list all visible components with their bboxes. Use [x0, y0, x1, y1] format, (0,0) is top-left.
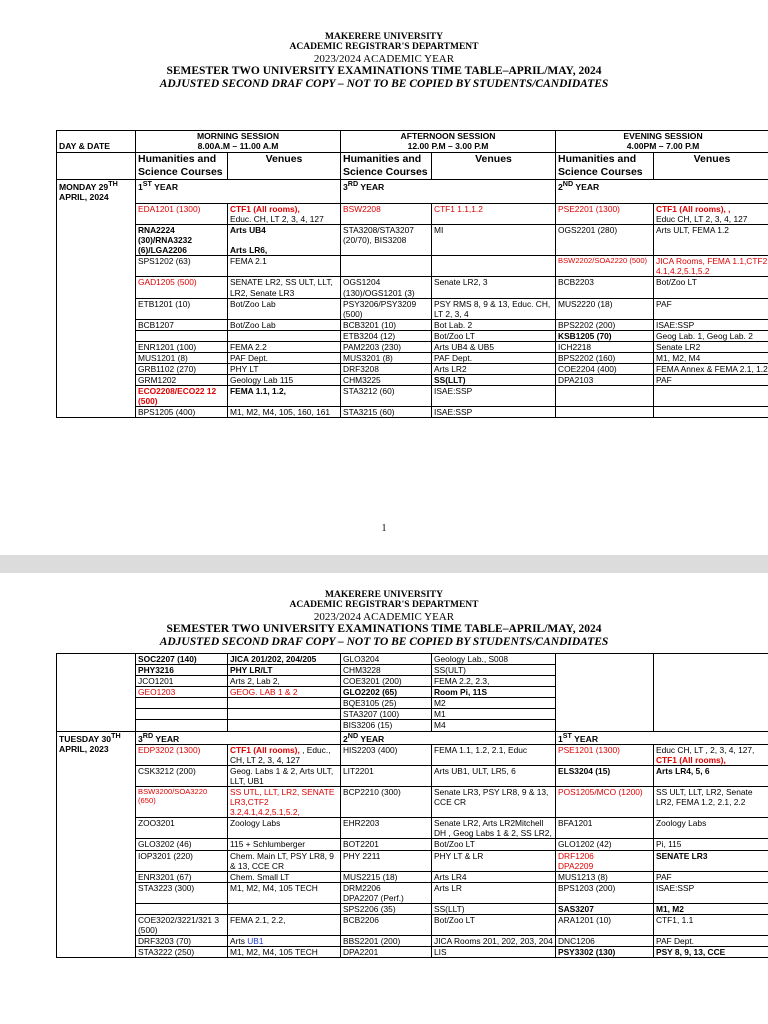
- empty-cell: [136, 330, 228, 341]
- venue-cell: Bot/Zoo LT: [432, 839, 556, 850]
- course-code: PSE1201 (1300): [556, 744, 654, 765]
- university-name: MAKERERE UNIVERSITY: [325, 590, 443, 600]
- venue-cell: CTF1 (All rooms), , Educ., CH, LT 2, 3, 4, 127: [228, 744, 341, 765]
- course-code: STA3207 (100): [341, 709, 432, 720]
- venue-cell: Arts UB4 & UB5: [432, 341, 556, 352]
- venue-cell: GEOG. LAB 1 & 2: [228, 687, 341, 698]
- venue-cell: PSY 8, 9, 13, CCE: [654, 947, 768, 958]
- empty-cell: [432, 256, 556, 277]
- table-row: [57, 330, 768, 341]
- course-code: GLO2202 (65): [341, 687, 432, 698]
- course-code: MUS1201 (8): [136, 352, 228, 363]
- year-label: 1ST YEAR: [556, 731, 768, 744]
- table-row: [57, 386, 768, 407]
- table-row: [57, 871, 768, 882]
- venue-cell: PHY LR/LT: [228, 665, 341, 676]
- course-code: GEO1203: [136, 687, 228, 698]
- timetable-page-2: [56, 653, 768, 958]
- course-code: ICH2218: [556, 341, 654, 352]
- venue-cell: Arts LR4, 5, 6: [654, 765, 768, 786]
- courses-header: Humanities and Science Courses: [556, 152, 654, 179]
- venue-cell: CTF1 (All rooms), Educ. CH, LT 2, 3, 4, 127: [228, 203, 341, 224]
- venue-cell: Geology Lab., S008: [432, 654, 556, 665]
- course-code: OGS1204 (130)/OGS1201 (3): [341, 277, 432, 298]
- venue-cell: FEMA 1.1, 1.2, 2.1, Educ: [432, 744, 556, 765]
- courses-header: Humanities and Science Courses: [341, 152, 432, 179]
- venues-header: Venues: [654, 152, 768, 179]
- venue-cell: FEMA 2.1: [228, 256, 341, 277]
- venue-cell: CTF1, 1.1: [654, 914, 768, 935]
- course-code: PHY 2211: [341, 850, 432, 871]
- document-header: [0, 590, 768, 648]
- venue-cell: Educ CH, LT , 2, 3, 4, 127, CTF1 (All rooms),: [654, 744, 768, 765]
- day-cell-monday: MONDAY 29TH APRIL, 2024: [57, 179, 136, 418]
- table-row: [57, 947, 768, 958]
- course-code: DRF1206 DPA2209: [556, 850, 654, 871]
- department-name: ACADEMIC REGISTRAR'S DEPARTMENT: [289, 42, 479, 53]
- afternoon-session-label: AFTERNOON SESSION: [400, 131, 496, 141]
- venue-cell: PAF Dept.: [654, 936, 768, 947]
- venue-cell: JICA Rooms 201, 202, 203, 204: [432, 936, 556, 947]
- course-code: SPS2206 (35): [341, 903, 432, 914]
- table-row: [57, 903, 768, 914]
- year-label: 3RD YEAR: [136, 731, 341, 744]
- table-row: [57, 319, 768, 330]
- venue-cell: PAF: [654, 871, 768, 882]
- venue-cell: Geog. Labs 1 & 2, Arts ULT, LLT, UB1: [228, 765, 341, 786]
- academic-year: 2023/2024 ACADEMIC YEAR: [313, 610, 455, 623]
- venue-cell: Senate LR2: [654, 341, 768, 352]
- department-name: ACADEMIC REGISTRAR'S DEPARTMENT: [289, 600, 479, 611]
- venue-cell: Bot Lab. 2: [432, 319, 556, 330]
- course-code: ELS3204 (15): [556, 765, 654, 786]
- course-code: DPA2103: [556, 375, 654, 386]
- evening-session-header: [556, 131, 768, 153]
- venue-cell: Geog Lab. 1, Geog Lab. 2: [654, 330, 768, 341]
- course-code: ECO2208/ECO22 12 (500): [136, 386, 228, 407]
- course-code: DRM2206 DPA2207 (Perf.): [341, 882, 432, 903]
- table-row: [57, 787, 768, 818]
- venue-cell: FEMA 2.2: [228, 341, 341, 352]
- course-code: BOT2201: [341, 839, 432, 850]
- afternoon-session-time: 12.00 P.M – 3.00 P.M: [407, 141, 489, 152]
- course-code: IOP3201 (220): [136, 850, 228, 871]
- venue-cell: CTF1 1.1,1.2: [432, 203, 556, 224]
- venue-cell: Zoology Labs: [228, 818, 341, 839]
- venue-cell: PHY LT: [228, 364, 341, 375]
- table-row: [57, 654, 768, 665]
- morning-session-header: [136, 131, 341, 153]
- course-code: PSY3302 (130): [556, 947, 654, 958]
- column-header-row: [57, 152, 768, 179]
- empty-cell: [228, 720, 341, 731]
- empty-cell: [136, 698, 228, 709]
- empty-cell: [556, 407, 654, 418]
- course-code: SAS3207: [556, 903, 654, 914]
- empty-cell: [228, 903, 341, 914]
- course-code: EDA1201 (1300): [136, 203, 228, 224]
- course-code: BCB3201 (10): [341, 319, 432, 330]
- course-code: CHM3228: [341, 665, 432, 676]
- course-code: MUS2220 (18): [556, 298, 654, 319]
- venue-cell: M1, M2, M4, 105, 160, 161: [228, 407, 341, 418]
- course-code: CHM3225: [341, 375, 432, 386]
- venue-cell: Senate LR2, Arts LR2Mitchell DH , Geog Labs 1 & 2, SS LR2,: [432, 818, 556, 839]
- venue-cell: Arts LR: [432, 882, 556, 903]
- course-code: COE2204 (400): [556, 364, 654, 375]
- venue-cell: ISAE:SSP: [432, 407, 556, 418]
- timetable-subtitle: ADJUSTED SECOND DRAF COPY – NOT TO BE COPIED BY STUDENTS/CANDIDATES: [159, 77, 609, 90]
- venues-header: Venues: [432, 152, 556, 179]
- course-code: GLO3204: [341, 654, 432, 665]
- venue-cell: SENATE LR2, SS ULT, LLT, LR2, Senate LR3: [228, 277, 341, 298]
- venue-cell: Senate LR3, PSY LR8, 9 & 13, CCE CR: [432, 787, 556, 818]
- empty-cell: [341, 256, 432, 277]
- table-row: [57, 225, 768, 256]
- course-code: SOC2207 (140): [136, 654, 228, 665]
- course-code: PAM2203 (230): [341, 341, 432, 352]
- session-header-row: [57, 131, 768, 153]
- venue-cell: PAF Dept.: [228, 352, 341, 363]
- venue-cell: Arts ULT, FEMA 1.2: [654, 225, 768, 256]
- table-row: [57, 818, 768, 839]
- morning-session-time: 8.00A.M – 11.00 A.M: [197, 141, 279, 152]
- table-row: [57, 850, 768, 871]
- course-code: MUS2215 (18): [341, 871, 432, 882]
- course-code: PHY3216: [136, 665, 228, 676]
- venue-cell: SENATE LR3: [654, 850, 768, 871]
- venue-cell: Bot/Zoo Lab: [228, 298, 341, 319]
- course-code: STA3208/STA3207 (20/70), BIS3208: [341, 225, 432, 256]
- course-code: EHR2203: [341, 818, 432, 839]
- course-code: BPS2202 (160): [556, 352, 654, 363]
- venue-cell: M1: [432, 709, 556, 720]
- venue-cell: MI: [432, 225, 556, 256]
- course-code: OGS2201 (280): [556, 225, 654, 256]
- table-row: [57, 839, 768, 850]
- venue-cell: LIS: [432, 947, 556, 958]
- course-code: GRM1202: [136, 375, 228, 386]
- table-row: [57, 882, 768, 903]
- venue-cell: FEMA 1.1, 1.2,: [228, 386, 341, 407]
- venue-cell: 115 + Schlumberger: [228, 839, 341, 850]
- course-code: RNA2224 (30)/RNA3232 (6)/LGA2206: [136, 225, 228, 256]
- document-header: [0, 32, 768, 90]
- table-row: [57, 298, 768, 319]
- empty-cell: [654, 386, 768, 407]
- empty-cell: [228, 330, 341, 341]
- course-code: STA3215 (60): [341, 407, 432, 418]
- venue-cell: Zoology Labs: [654, 818, 768, 839]
- course-code: GLO1202 (42): [556, 839, 654, 850]
- venue-cell: FEMA 2.2, 2.3,: [432, 676, 556, 687]
- venue-cell: SS(LLT): [432, 903, 556, 914]
- course-code: BCB2206: [341, 914, 432, 935]
- empty-cell: [228, 698, 341, 709]
- empty-day-cell: [57, 654, 136, 732]
- course-code: PSY3206/PSY3209 (500): [341, 298, 432, 319]
- empty-cell: [654, 654, 768, 732]
- venue-cell: FEMA 2.1, 2.2,: [228, 914, 341, 935]
- empty-cell: [136, 720, 228, 731]
- course-code: ARA1201 (10): [556, 914, 654, 935]
- venue-cell: SS(ULT): [432, 665, 556, 676]
- year-row: [57, 179, 768, 203]
- course-code: STA3222 (250): [136, 947, 228, 958]
- course-code: GRB1102 (270): [136, 364, 228, 375]
- venue-cell: Chem. Main LT, PSY LR8, 9 & 13, CCE CR: [228, 850, 341, 871]
- venue-cell: Arts UB1, ULT, LR5, 6: [432, 765, 556, 786]
- venue-cell: SS(LLT): [432, 375, 556, 386]
- venue-cell: SS UTL, LLT, LR2, SENATE LR3,CTF2 3.2,4.1,4.2,5.1,5.2,: [228, 787, 341, 818]
- timetable-title: SEMESTER TWO UNIVERSITY EXAMINATIONS TIME TABLE–APRIL/MAY, 2024: [166, 64, 602, 77]
- venue-cell: Bot/Zoo LT: [432, 330, 556, 341]
- course-code: KSB1205 (70): [556, 330, 654, 341]
- course-code: EDP3202 (1300): [136, 744, 228, 765]
- empty-cell: [136, 903, 228, 914]
- evening-session-time: 4.00PM – 7.00 P.M: [626, 141, 700, 152]
- course-code: COE3201 (200): [341, 676, 432, 687]
- course-code: POS1205/MCO (1200): [556, 787, 654, 818]
- venue-cell: Arts 2, Lab 2,: [228, 676, 341, 687]
- course-code: LIT2201: [341, 765, 432, 786]
- table-row: [57, 203, 768, 224]
- course-code: ENR1201 (100): [136, 341, 228, 352]
- course-code: COE3202/3221/321 3 (500): [136, 914, 228, 935]
- venue-cell: PSY RMS 8, 9 & 13, Educ. CH, LT 2, 3, 4: [432, 298, 556, 319]
- table-row: [57, 256, 768, 277]
- course-code: SPS1202 (63): [136, 256, 228, 277]
- year-label: 2ND YEAR: [556, 179, 768, 203]
- venue-cell: Arts UB1: [228, 936, 341, 947]
- courses-header: Humanities and Science Courses: [136, 152, 228, 179]
- empty-cell: [136, 709, 228, 720]
- empty-cell: [556, 386, 654, 407]
- venue-cell: PAF Dept.: [432, 352, 556, 363]
- table-row: [57, 914, 768, 935]
- course-code: ZOO3201: [136, 818, 228, 839]
- year-row: [57, 731, 768, 744]
- venue-cell: M2: [432, 698, 556, 709]
- venue-cell: M4: [432, 720, 556, 731]
- table-row: [57, 375, 768, 386]
- venue-cell: Pi, 115: [654, 839, 768, 850]
- course-code: BPS1203 (200): [556, 882, 654, 903]
- course-code: HIS2203 (400): [341, 744, 432, 765]
- university-name: MAKERERE UNIVERSITY: [325, 32, 443, 42]
- venue-cell: Arts LR4: [432, 871, 556, 882]
- academic-year: 2023/2024 ACADEMIC YEAR: [313, 52, 455, 65]
- venue-cell: CTF1 (All rooms), , Educ CH, LT 2, 3, 4, 127: [654, 203, 768, 224]
- venue-cell: Senate LR2, 3: [432, 277, 556, 298]
- empty-cell: [57, 152, 136, 179]
- course-code: DPA2201: [341, 947, 432, 958]
- day-date-header: DAY & DATE: [57, 131, 136, 153]
- venue-cell: JICA Rooms, FEMA 1.1,CTF2 4.1,4.2,5.1,5.2: [654, 256, 768, 277]
- venues-header: Venues: [228, 152, 341, 179]
- venue-cell: PHY LT & LR: [432, 850, 556, 871]
- empty-cell: [654, 407, 768, 418]
- timetable-subtitle: ADJUSTED SECOND DRAF COPY – NOT TO BE COPIED BY STUDENTS/CANDIDATES: [159, 635, 609, 648]
- course-code: ETB3204 (12): [341, 330, 432, 341]
- course-code: MUS1213 (8): [556, 871, 654, 882]
- course-code: GAD1205 (500): [136, 277, 228, 298]
- course-code: BCB2203: [556, 277, 654, 298]
- day-cell-tuesday: TUESDAY 30TH APRIL, 2023: [57, 731, 136, 958]
- course-code: JCO1201: [136, 676, 228, 687]
- course-code: BPS1205 (400): [136, 407, 228, 418]
- course-code: GLO3202 (46): [136, 839, 228, 850]
- table-row: [57, 341, 768, 352]
- page-number: 1: [381, 523, 387, 534]
- afternoon-session-header: [341, 131, 556, 153]
- venue-cell: Arts LR2: [432, 364, 556, 375]
- course-code: CSK3212 (200): [136, 765, 228, 786]
- venue-cell: SS ULT, LLT, LR2, Senate LR2, FEMA 1.2, 2.1, 2.2: [654, 787, 768, 818]
- year-label: 2ND YEAR: [341, 731, 556, 744]
- course-code: MUS3201 (8): [341, 352, 432, 363]
- table-row: [57, 364, 768, 375]
- course-code: STA3223 (300): [136, 882, 228, 903]
- venue-cell: M1, M2, M4, 105 TECH: [228, 882, 341, 903]
- course-code: DRF3208: [341, 364, 432, 375]
- venue-cell: FEMA Annex & FEMA 2.1, 1.2: [654, 364, 768, 375]
- course-code: BFA1201: [556, 818, 654, 839]
- year-label: 1ST YEAR: [136, 179, 341, 203]
- venue-cell: ISAE:SSP: [654, 319, 768, 330]
- course-code: ETB1201 (10): [136, 298, 228, 319]
- venue-cell: PAF: [654, 375, 768, 386]
- empty-cell: [228, 709, 341, 720]
- venue-cell: PAF: [654, 298, 768, 319]
- venue-cell: JICA 201/202, 204/205: [228, 654, 341, 665]
- table-row: [57, 936, 768, 947]
- venue-cell: M1, M2, M4: [654, 352, 768, 363]
- course-code: BIS3206 (15): [341, 720, 432, 731]
- venue-cell: ISAE:SSP: [432, 386, 556, 407]
- course-code: STA3212 (60): [341, 386, 432, 407]
- year-label: 3RD YEAR: [341, 179, 556, 203]
- course-code: BCP2210 (300): [341, 787, 432, 818]
- venue-cell: Room Pi, 11S: [432, 687, 556, 698]
- course-code: DNC1206: [556, 936, 654, 947]
- table-row: [57, 407, 768, 418]
- venue-cell: M1, M2, M4, 105 TECH: [228, 947, 341, 958]
- empty-cell: [556, 654, 654, 732]
- course-code: DRF3203 (70): [136, 936, 228, 947]
- course-code: BQE3105 (25): [341, 698, 432, 709]
- page-2: [0, 560, 768, 1024]
- course-code: BCB1207: [136, 319, 228, 330]
- morning-session-label: MORNING SESSION: [196, 131, 280, 141]
- course-code: BBS2201 (200): [341, 936, 432, 947]
- table-row: [57, 765, 768, 786]
- course-code: BSW2202/SOA2220 (500): [556, 256, 654, 277]
- course-code: BSW3200/SOA3220 (650): [136, 787, 228, 818]
- venue-cell: ISAE:SSP: [654, 882, 768, 903]
- venue-cell: Chem. Small LT: [228, 871, 341, 882]
- table-row: [57, 352, 768, 363]
- course-code: PSE2201 (1300): [556, 203, 654, 224]
- course-code: BSW2208: [341, 203, 432, 224]
- venue-cell: Bot/Zoo LT: [432, 914, 556, 935]
- table-row: [57, 277, 768, 298]
- timetable-title: SEMESTER TWO UNIVERSITY EXAMINATIONS TIME TABLE–APRIL/MAY, 2024: [166, 622, 602, 635]
- course-code: ENR3201 (67): [136, 871, 228, 882]
- table-row: [57, 744, 768, 765]
- venue-cell: Bot/Zoo LT: [654, 277, 768, 298]
- evening-session-label: EVENING SESSION: [623, 131, 703, 141]
- venue-cell: Arts UB4 Arts LR6,: [228, 225, 341, 256]
- timetable-page-1: [56, 130, 768, 418]
- venue-cell: M1, M2: [654, 903, 768, 914]
- venue-cell: Geology Lab 115: [228, 375, 341, 386]
- venue-cell: Bot/Zoo Lab: [228, 319, 341, 330]
- course-code: BPS2202 (200): [556, 319, 654, 330]
